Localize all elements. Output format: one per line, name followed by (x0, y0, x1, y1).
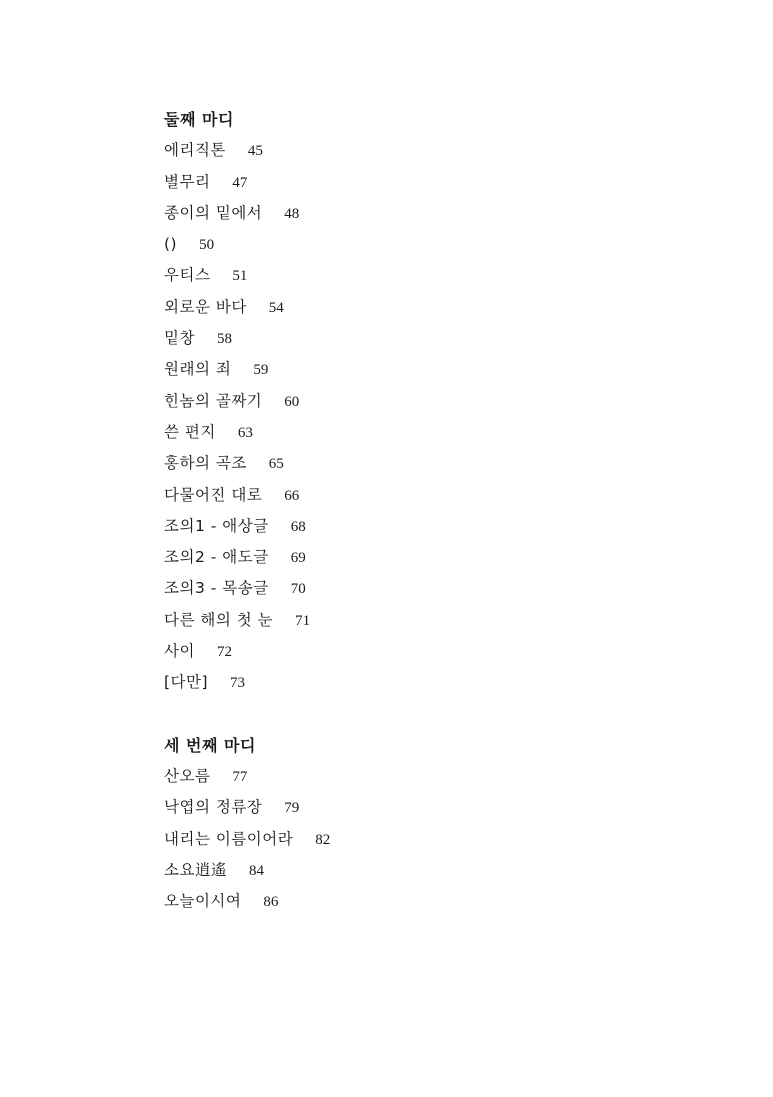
entry-page-number: 79 (284, 800, 300, 817)
toc-entry (164, 292, 724, 323)
entry-title: 원래의 죄 (164, 360, 232, 379)
entry-title: 에리직톤 (164, 141, 226, 160)
entry-page-number: 45 (247, 143, 263, 160)
entry-page-number: 69 (290, 550, 306, 567)
entry-title: 힌놈의 골짜기 (164, 391, 263, 410)
toc-entry (164, 886, 724, 917)
toc-entry (164, 605, 724, 636)
entry-page-number: 48 (284, 205, 300, 222)
toc-entry (164, 167, 724, 198)
entry-page-number: 72 (216, 644, 232, 661)
toc-entry (164, 542, 724, 573)
entry-title: 사이 (164, 642, 195, 661)
toc-entry (164, 855, 724, 886)
entry-title: 조의1 - 애상글 (164, 516, 269, 535)
entry-page-number: 59 (253, 362, 269, 379)
entry-title: 오늘이시여 (164, 892, 242, 911)
entry-page-number: 51 (232, 268, 248, 285)
toc-entry (164, 824, 724, 855)
entry-title: 밑창 (164, 329, 195, 348)
entry-page-number: 50 (199, 237, 215, 254)
section-title: 세 번째 마디 (164, 735, 256, 755)
section-second-madi (164, 104, 724, 699)
toc-entry (164, 480, 724, 511)
toc-entry (164, 636, 724, 667)
toc-entry (164, 792, 724, 823)
entry-page-number: 66 (284, 487, 300, 504)
entry-page-number: 47 (232, 174, 248, 191)
entry-title: 조의2 - 애도글 (164, 548, 269, 567)
entry-page-number: 86 (263, 894, 279, 911)
entry-title: () (164, 235, 178, 254)
toc-entry (164, 135, 724, 166)
table-of-contents (164, 104, 724, 917)
entry-page-number: 54 (268, 299, 284, 316)
entry-title: 쓴 편지 (164, 422, 216, 441)
toc-entry (164, 354, 724, 385)
entry-title: 다른 해의 첫 눈 (164, 610, 274, 629)
entry-page-number: 73 (230, 675, 246, 692)
entry-title: 별무리 (164, 172, 211, 191)
toc-entry (164, 511, 724, 542)
toc-entry (164, 260, 724, 291)
entry-page-number: 65 (268, 456, 284, 473)
entry-title: 낙엽의 정류장 (164, 798, 263, 817)
entry-title: 소요逍遙 (164, 860, 227, 879)
section-third-madi (164, 730, 724, 918)
entry-title: [다만] (164, 673, 209, 692)
entry-title: 우티스 (164, 266, 211, 285)
entry-page-number: 84 (248, 862, 264, 879)
entry-page-number: 63 (237, 424, 253, 441)
toc-entry (164, 198, 724, 229)
toc-entry (164, 667, 724, 698)
entry-page-number: 71 (295, 612, 311, 629)
toc-entry (164, 417, 724, 448)
entry-title: 조의3 - 목송글 (164, 579, 269, 598)
entry-title: 홍하의 곡조 (164, 454, 247, 473)
entry-page-number: 82 (315, 831, 331, 848)
entry-page-number: 70 (290, 581, 306, 598)
entry-title: 산오름 (164, 766, 211, 785)
toc-entry (164, 323, 724, 354)
entry-page-number: 77 (232, 768, 248, 785)
toc-entry (164, 573, 724, 604)
entry-title: 외로운 바다 (164, 297, 247, 316)
entry-page-number: 58 (216, 331, 232, 348)
toc-entry (164, 386, 724, 417)
entry-page-number: 68 (290, 518, 306, 535)
entry-title: 내리는 이름이어라 (164, 829, 294, 848)
toc-entry (164, 448, 724, 479)
entry-title: 다물어진 대로 (164, 485, 263, 504)
toc-entry (164, 761, 724, 792)
entry-title: 종이의 밑에서 (164, 203, 263, 222)
entry-page-number: 60 (284, 393, 300, 410)
section-title: 둘째 마디 (164, 110, 234, 129)
toc-entry (164, 229, 724, 260)
